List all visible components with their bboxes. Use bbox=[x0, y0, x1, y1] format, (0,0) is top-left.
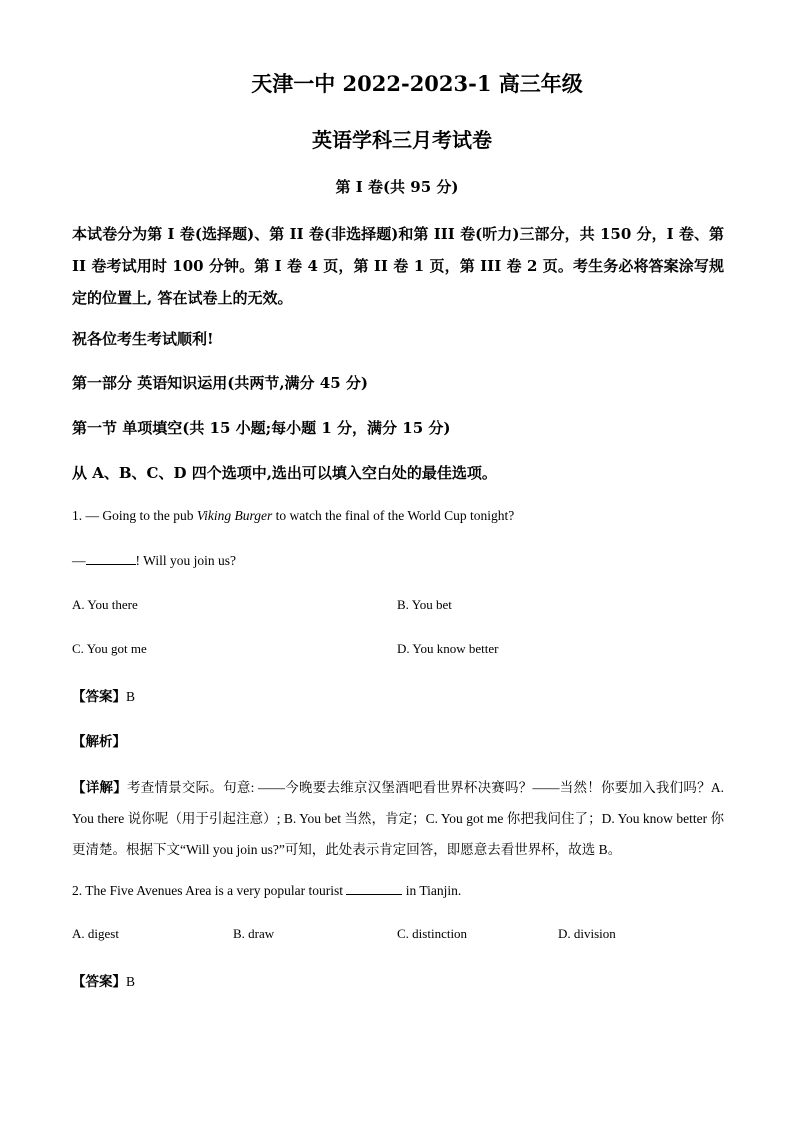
question-2-option-c: C. distinction bbox=[397, 926, 468, 941]
question-2-stem-suffix: in Tianjin. bbox=[402, 883, 462, 898]
part-heading: 第一部分 英语知识运用(共两节,满分 45 分) bbox=[72, 374, 368, 392]
question-2-option-a: A. digest bbox=[72, 926, 119, 941]
question-1-stem-suffix: to watch the final of the World Cup tonight? bbox=[272, 508, 515, 523]
question-1-option-a: A. You there bbox=[72, 597, 138, 612]
answer-tag: 【答案】 bbox=[72, 974, 126, 989]
question-2-answer bbox=[72, 970, 135, 990]
exam-subtitle: 英语学科三月考试卷 bbox=[312, 128, 492, 152]
volume-heading: 第 I 卷(共 95 分) bbox=[335, 178, 459, 196]
question-1-reply bbox=[72, 552, 236, 569]
question-2-option-d: D. division bbox=[558, 926, 616, 941]
question-1-stem-prefix: 1. — Going to the pub bbox=[72, 508, 197, 523]
question-1-reply-suffix: ! Will you join us? bbox=[135, 553, 236, 568]
intro-paragraph: 本试卷分为第 I 卷(选择题)、第 II 卷(非选择题)和第 III 卷(听力)三部分，共 150 分，I 卷、第 II 卷考试用时 100 分钟。第 I 卷 4 页，第 II 卷 1 页，第 III 卷 2 页。考生务必将答案涂写规定的位置上, 答在试卷上的无效。 bbox=[72, 225, 724, 307]
exam-title: 天津一中 2022-2023-1 高三年级 bbox=[251, 71, 583, 96]
detail-text: 考查情景交际。句意: ——今晚要去维京汉堡酒吧看世界杯决赛吗？——当然！你要加入我们吗？A. You there 说你呢（用于引起注意）; B. You bet 当然，肯定；C. You got me 你把我问住了；D. You know better 你更清楚。根据下文“Will you join us?”可知，此处表示肯定回答，即愿意去看世界杯，故选 B。 bbox=[72, 780, 725, 857]
question-1-stem bbox=[72, 508, 514, 524]
answer-value: B bbox=[126, 974, 136, 989]
instruction-text: 从 A、B、C、D 四个选项中,选出可以填入空白处的最佳选项。 bbox=[72, 464, 497, 482]
detail-tag: 【详解】 bbox=[72, 780, 127, 795]
question-1-reply-prefix: — bbox=[72, 553, 86, 568]
question-1-stem-italic: Viking Burger bbox=[196, 508, 273, 523]
question-2-stem bbox=[72, 882, 461, 899]
question-2-stem-prefix: 2. The Five Avenues Area is a very popular tourist bbox=[72, 883, 347, 898]
answer-blank bbox=[86, 552, 136, 565]
question-2-option-b: B. draw bbox=[233, 926, 275, 941]
section-heading: 第一节 单项填空(共 15 小题;每小题 1 分，满分 15 分) bbox=[72, 419, 451, 437]
question-1-detail bbox=[72, 772, 724, 865]
question-1-option-c: C. You got me bbox=[72, 641, 147, 656]
answer-blank bbox=[346, 882, 402, 895]
wish-text: 祝各位考生考试顺利! bbox=[72, 330, 214, 348]
question-1-option-b: B. You bet bbox=[397, 597, 452, 612]
question-1-option-d: D. You know better bbox=[397, 641, 499, 656]
answer-tag: 【答案】 bbox=[72, 689, 126, 704]
question-1-analysis bbox=[72, 730, 126, 750]
analysis-tag: 【解析】 bbox=[72, 734, 126, 749]
question-1-answer bbox=[72, 685, 135, 705]
answer-value: B bbox=[126, 689, 136, 704]
